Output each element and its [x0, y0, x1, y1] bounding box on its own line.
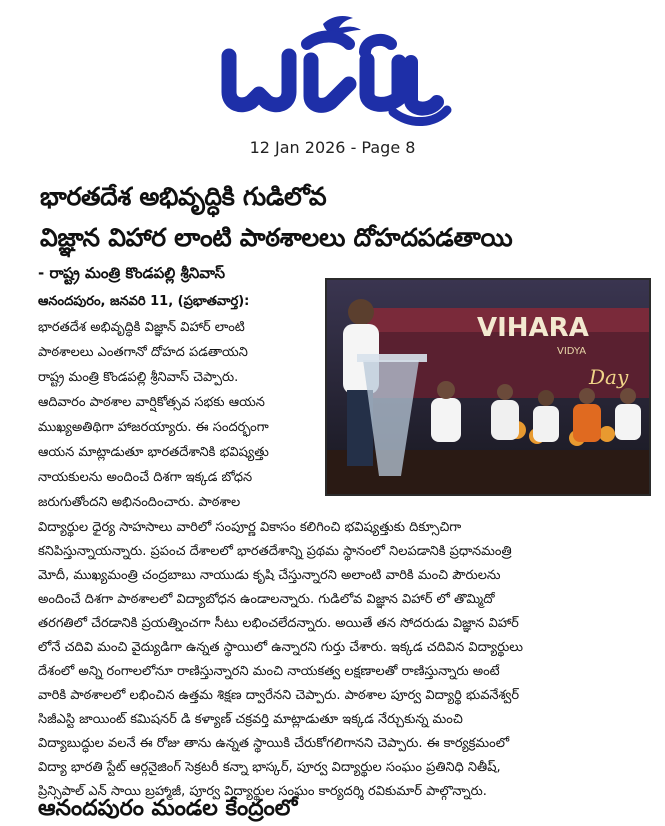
column-line: నాయకులను అందించే దిశగా ఇక్కడ బోధన [38, 470, 253, 485]
banner-stage-text: Day [589, 365, 629, 389]
article-photo [325, 278, 651, 496]
event-photo-illustration [327, 280, 649, 494]
body-line: అందించే దిశగా పాఠశాలలో విద్యాబోధన ఉండాలన్నారు. గుడిలోవ విజ్ఞాన విహార్ లో తొమ్మిదో [38, 592, 495, 607]
next-article-headline [38, 796, 398, 822]
body-line: కనిపిస్తున్నాయన్నారు. ప్రపంచ దేశాలలో భారతదేశాన్ని ప్రథమ స్థానంలో నిలపడానికి ప్రధానమంత్రి [38, 544, 512, 559]
column-line: ఆయన మాట్లాడుతూ భారతదేశానికి భవిష్యత్తు [38, 445, 269, 460]
body-line: తరగతిలో చేరడానికి ప్రయత్నించగా సీటు లభించలేదన్నారు. అయితే తన సోదరుడు విజ్ఞాన విహార్ [38, 616, 519, 631]
headline-line-2: విజ్ఞాన విహార లాంటి పాఠశాలలు దోహదపడతాయి [40, 223, 513, 252]
body-line: విద్యా భారతి స్టేట్ ఆర్గనైజింగ్ సెక్రటరీ కన్నా భాస్కర్, పూర్వ విద్యార్థుల సంఘం ప్రతినిధి నితీష్, [38, 760, 501, 775]
column-line: ఆదివారం పాఠశాల వార్షికోత్సవ సభకు ఆయన [38, 395, 265, 410]
article-byline: - రాష్ట్ర మంత్రి కొండపల్లి శ్రీనివాస్ [38, 264, 226, 282]
body-line: విద్యాబుద్ధుల వలనే ఈ రోజు తాను ఉన్నత స్థాయికి చేరుకోగలిగానని చెప్పారు. ఈ కార్యక్రమంలో [38, 736, 510, 751]
page-dateline: 12 Jan 2026 - Page 8 [249, 138, 416, 157]
masthead [0, 0, 665, 135]
body-line: దేశంలో అన్ని రంగాలలోనూ రాణిస్తున్నారని మంచి నాయకత్వ లక్షణాలతో రాణిస్తున్నారు అంటే [38, 664, 500, 679]
column-line: జరుగుతోందని అభినందించారు. పాఠశాల [38, 495, 241, 510]
body-line: వారికి పాఠశాలలో లభించిన ఉత్తమ శిక్షణ ద్వారేనని చెప్పారు. పాఠశాల పూర్వ విద్యార్థి భువనేశ్వర్ [38, 688, 520, 703]
column-line: రాష్ట్ర మంత్రి కొండపల్లి శ్రీనివాస్ చెప్పారు. [38, 370, 239, 385]
headline-line-1: భారతదేశ అభివృద్ధికి గుడిలోవ [40, 182, 327, 211]
column-line: పాఠశాలలు ఎంతగానో దోహద పడతాయని [38, 345, 248, 360]
column-line: భారతదేశ అభివృద్ధికి విజ్ఞాన్ విహార్ లాంటి [38, 320, 245, 335]
next-article-headline-text: ఆనందపురం మండల కేంద్రంలో [38, 796, 298, 821]
body-line: మోదీ, ముఖ్యమంత్రి చంద్రబాబు నాయుడు కృషి చేస్తున్నారని అలాంటి వారికి మంచి పౌరులను [38, 568, 501, 583]
banner-title: VIHARA [477, 313, 589, 343]
body-line: లోనే చదివి మంచి వైద్యుడిగా ఉన్నత స్థాయిలో ఉన్నారని గుర్తు చేశారు. ఇక్కడ చదివిన విద్యార్థులు [38, 640, 524, 655]
body-line: విద్యార్థుల ధైర్య సాహసాలు వారిలో సంపూర్ణ వికాసం కలిగించి భవిష్యత్తుకు దిక్సూచిగా [38, 520, 462, 535]
banner-subtitle: VIDYA [557, 346, 587, 357]
article-place-date: ఆనందపురం, జనవరి 11, (ప్రభాతవార్త): [38, 294, 250, 309]
column-line: ముఖ్యఅతిథిగా హాజరయ్యారు. ఈ సందర్భంగా [38, 420, 269, 435]
body-line: ప్రిన్సిపాల్ ఎన్ సాయి బ్రహ్మాజీ, పూర్వ విద్యార్థుల సంఘం కార్యదర్శి రవికుమార్ పాల్గొన్నారు. [38, 784, 487, 799]
body-line: సిజీఎస్టి జాయింట్ కమిషనర్ డి కళ్యాణ్ చక్రవర్తి మాట్లాడుతూ ఇక్కడ నేర్చుకున్న మంచి [38, 712, 463, 727]
newspaper-logo [215, 4, 455, 132]
